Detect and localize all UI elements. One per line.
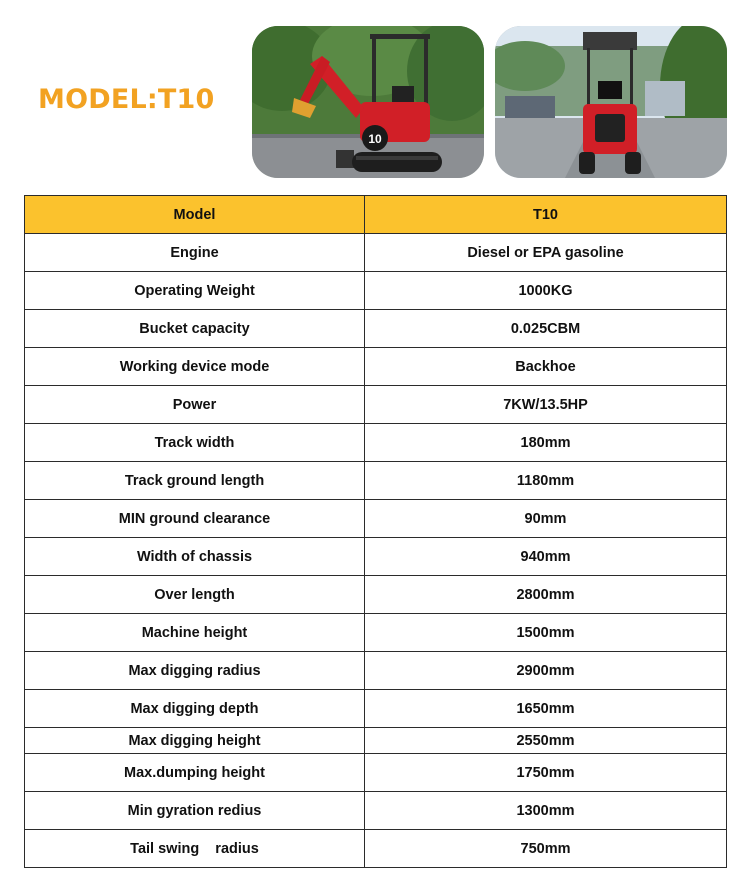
spec-value: 1000KG [365, 272, 727, 310]
table-row [25, 424, 727, 462]
spec-value: 2800mm [365, 576, 727, 614]
machine-number-badge: 10 [368, 132, 382, 146]
spec-value: 1750mm [365, 754, 727, 792]
header-cell-value: T10 [365, 196, 727, 234]
spec-value: 1500mm [365, 614, 727, 652]
spec-label: Operating Weight [25, 272, 365, 310]
spec-label: Max digging radius [25, 652, 365, 690]
spec-value: 2550mm [365, 728, 727, 754]
spec-value: 0.025CBM [365, 310, 727, 348]
spec-value: 90mm [365, 500, 727, 538]
model-title: MODEL:T10 [38, 84, 215, 115]
spec-value: 1300mm [365, 792, 727, 830]
table-row [25, 754, 727, 792]
table-row [25, 538, 727, 576]
table-row [25, 576, 727, 614]
table-row [25, 614, 727, 652]
spec-label: Max digging height [25, 728, 365, 754]
spec-label: Over length [25, 576, 365, 614]
spec-label: Min gyration redius [25, 792, 365, 830]
spec-label: Width of chassis [25, 538, 365, 576]
spec-value: Diesel or EPA gasoline [365, 234, 727, 272]
spec-value: Backhoe [365, 348, 727, 386]
table-row [25, 728, 727, 754]
table-row [25, 272, 727, 310]
spec-value: 1180mm [365, 462, 727, 500]
excavator-rear-photo [495, 26, 727, 178]
spec-value: 940mm [365, 538, 727, 576]
spec-label: Tail swing radius [25, 830, 365, 868]
spec-value: 1650mm [365, 690, 727, 728]
spec-label: Engine [25, 234, 365, 272]
table-row [25, 386, 727, 424]
table-row [25, 792, 727, 830]
excavator-side-photo [252, 26, 484, 178]
spec-label: Max.dumping height [25, 754, 365, 792]
header-cell-label: Model [25, 196, 365, 234]
spec-label: Working device mode [25, 348, 365, 386]
table-header-row [25, 196, 727, 234]
table-row [25, 690, 727, 728]
spec-label: Track ground length [25, 462, 365, 500]
table-row [25, 348, 727, 386]
spec-label: Bucket capacity [25, 310, 365, 348]
spec-value: 7KW/13.5HP [365, 386, 727, 424]
spec-label: Max digging depth [25, 690, 365, 728]
spec-label: Track width [25, 424, 365, 462]
spec-value: 2900mm [365, 652, 727, 690]
table-row [25, 830, 727, 868]
spec-value: 750mm [365, 830, 727, 868]
table-row [25, 462, 727, 500]
spec-label: MIN ground clearance [25, 500, 365, 538]
table-row [25, 310, 727, 348]
spec-table [24, 195, 727, 868]
spec-label: Machine height [25, 614, 365, 652]
table-row [25, 234, 727, 272]
spec-value: 180mm [365, 424, 727, 462]
table-row [25, 652, 727, 690]
table-row [25, 500, 727, 538]
spec-label: Power [25, 386, 365, 424]
